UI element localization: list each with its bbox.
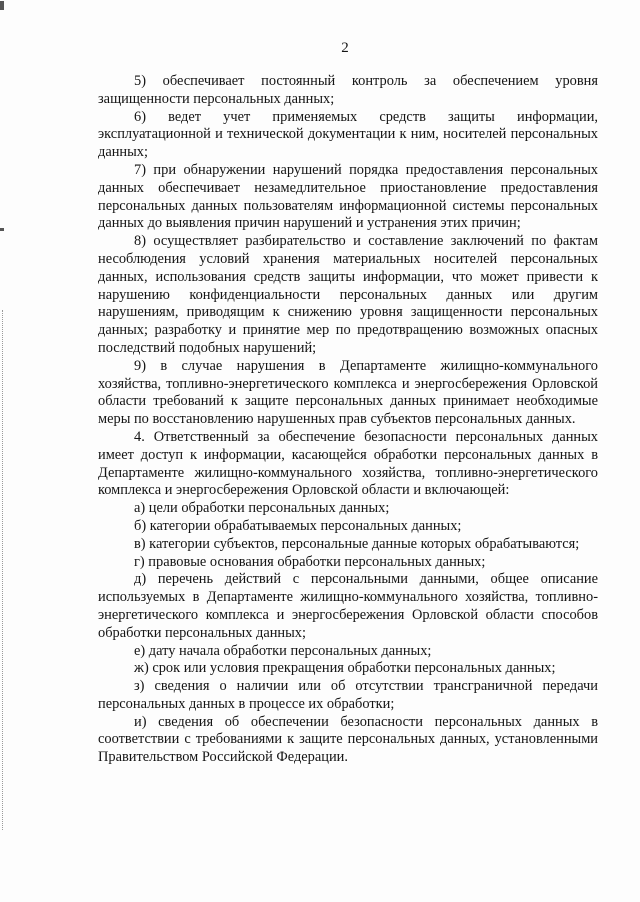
list-item-7: 7) при обнаружении нарушений порядка предоставления персональных данных обеспечивает незамедлительное приостановление предоставления персональных данных пользователям информационной системы персональных данных до выявления причин нарушений и устранения этих причин; — [98, 161, 598, 232]
list-item-g: г) правовые основания обработки персональных данных; — [134, 553, 486, 570]
list-item-6: 6) ведет учет применяемых средств защиты информации, эксплуатационной и технической документации к ним, носителей персональных данных; — [98, 108, 598, 161]
list-item-zh: ж) срок или условия прекращения обработки персональных данных; — [134, 660, 556, 677]
scan-edge-mark — [0, 1, 4, 10]
scan-edge-mark — [0, 228, 4, 231]
section-4-paragraph: 4. Ответственный за обеспечение безопасности персональных данных имеет доступ к информации, касающейся обработки персональных данных в Департаменте жилищно-коммунального хозяйства, топливно-энергетического комплекса и энергосбережения Орловской области и включающей: — [98, 428, 598, 499]
list-item-z: з) сведения о наличии или об отсутствии трансграничной передачи персональных данных в процессе их обработки; — [98, 678, 598, 712]
list-item-5: 5) обеспечивает постоянный контроль за обеспечением уровня защищенности персональных данных; — [98, 73, 598, 107]
list-item-e: е) дату начала обработки персональных данных; — [134, 642, 432, 659]
list-item-9: 9) в случае нарушения в Департаменте жилищно-коммунального хозяйства, топливно-энергетического комплекса и энергосбережения Орловской области требований к защите персональных данных принимает необходимые меры по восстановлению нарушенных прав субъектов персональных данных. — [98, 357, 598, 428]
list-item-a: а) цели обработки персональных данных; — [134, 500, 390, 517]
list-item-d: д) перечень действий с персональными данными, общее описание используемых в Департаменте жилищно-коммунального хозяйства, топливно-энергетического комплекса и энергосбережения Орловской области способов обработки персональных данных; — [98, 571, 598, 641]
page-number: 2 — [341, 40, 349, 56]
document-body — [98, 73, 598, 767]
list-item-i: и) сведения об обеспечении безопасности персональных данных в соответствии с требованиями к защите персональных данных, установленными Правительством Российской Федерации. — [98, 713, 598, 766]
scan-edge-dots — [2, 310, 3, 830]
list-item-8: 8) осуществляет разбирательство и составление заключений по фактам несоблюдения условий хранения материальных носителей персональных данных, использования средств защиты информации, что может привести к нарушению конфиденциальности персональных данных или другим нарушениям, приводящим к снижению уровня защищенности персональных данных; разработку и принятие мер по предотвращению возможных опасных последствий подобных нарушений; — [98, 233, 598, 356]
list-item-b: б) категории обрабатываемых персональных данных; — [134, 517, 462, 534]
list-item-v: в) категории субъектов, персональные данные которых обрабатываются; — [134, 535, 580, 552]
